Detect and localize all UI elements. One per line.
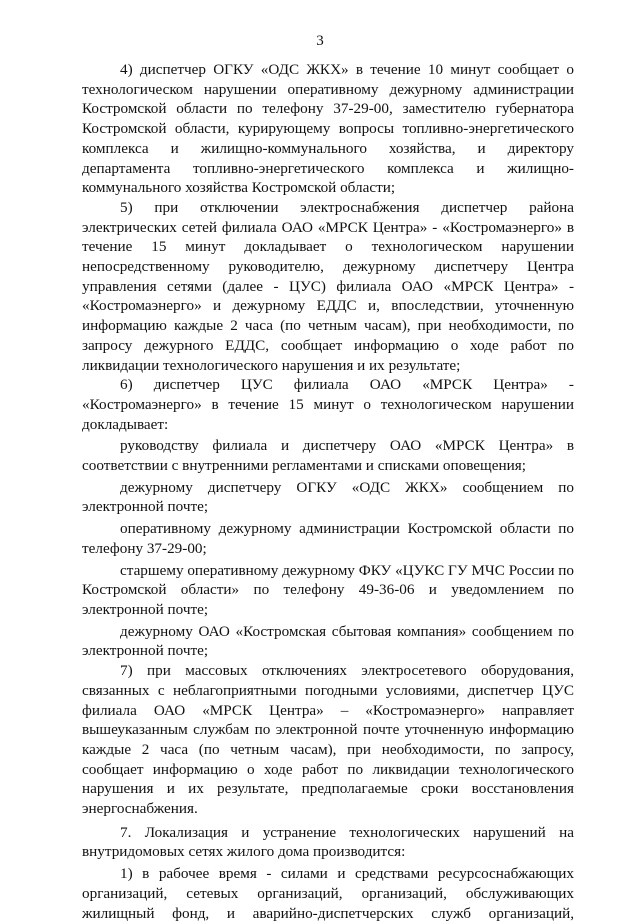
document-body bbox=[82, 60, 574, 923]
section-7-item-1: 1) в рабочее время - силами и средствами ресурсоснабжающих организаций, сетевых организаций, организаций, обслуживающих жилищный фонд, и аварийно-диспетчерских служб организаций, bbox=[82, 865, 574, 922]
notify-sales-company: дежурному ОАО «Костромская сбытовая компания» сообщением по электронной почте; bbox=[82, 622, 574, 660]
notify-mchs: старшему оперативному дежурному ФКУ «ЦУКС ГУ МЧС России по Костромской области» по телефону 49-36-06 и уведомлением по электронной почте; bbox=[82, 561, 574, 618]
paragraph-item-5: 5) при отключении электроснабжения диспетчер района электрических сетей филиала ОАО «МРСК Центра» - «Костромаэнерго» в течение 15 минут докладывает о технологическом нарушении непосредственному руководителю, дежурному диспетчеру Центра управления сетями (далее - ЦУС) филиала ОАО «МРСК Центра» - «Костромаэнерго» и дежурному ЕДДС и, впоследствии, уточненную информацию каждые 2 часа (по четным часам), при необходимости, по запросу дежурного ЕДДС, сообщает информацию о ходе работ по ликвидации технологического нарушения и их результате; bbox=[82, 198, 574, 374]
section-7-heading: 7. Локализация и устранение технологических нарушений на внутридомовых сетях жилого дома производится: bbox=[82, 823, 574, 861]
paragraph-item-7: 7) при массовых отключениях электросетевого оборудования, связанных с неблагоприятными погодными условиями, диспетчер ЦУС филиала ОАО «МРСК Центра» – «Костромаэнерго» направляет вышеуказанным службам по электронной почте уточненную информацию каждые 2 часа (по четным часам), при необходимости, по запросу, сообщает информацию о ходе работ по ликвидации технологического нарушения и их результате, предполагаемые сроки восстановления энергоснабжения. bbox=[82, 662, 574, 818]
paragraph-item-4: 4) диспетчер ОГКУ «ОДС ЖКХ» в течение 10 минут сообщает о технологическом нарушении оперативному дежурному администрации Костромской области по телефону 37-29-00, заместителю губернатора Костромской области, курирующему вопросы топливно-энергетического комплекса и жилищно-коммунального хозяйства, и директору департамента топливно-энергетического комплекса и жилищно-коммунального хозяйства Костромской области; bbox=[82, 61, 574, 197]
paragraph-item-6: 6) диспетчер ЦУС филиала ОАО «МРСК Центра» - «Костромаэнерго» в течение 15 минут о технологическом нарушении докладывает: bbox=[82, 376, 574, 433]
page-number: 3 bbox=[316, 33, 324, 49]
notify-ods-zhkh: дежурному диспетчеру ОГКУ «ОДС ЖКХ» сообщением по электронной почте; bbox=[82, 478, 574, 516]
notify-region-administration: оперативному дежурному администрации Костромской области по телефону 37-29-00; bbox=[82, 520, 574, 557]
notify-branch-management: руководству филиала и диспетчеру ОАО «МРСК Центра» в соответствии с внутренними регламентами и списками оповещения; bbox=[82, 437, 574, 475]
